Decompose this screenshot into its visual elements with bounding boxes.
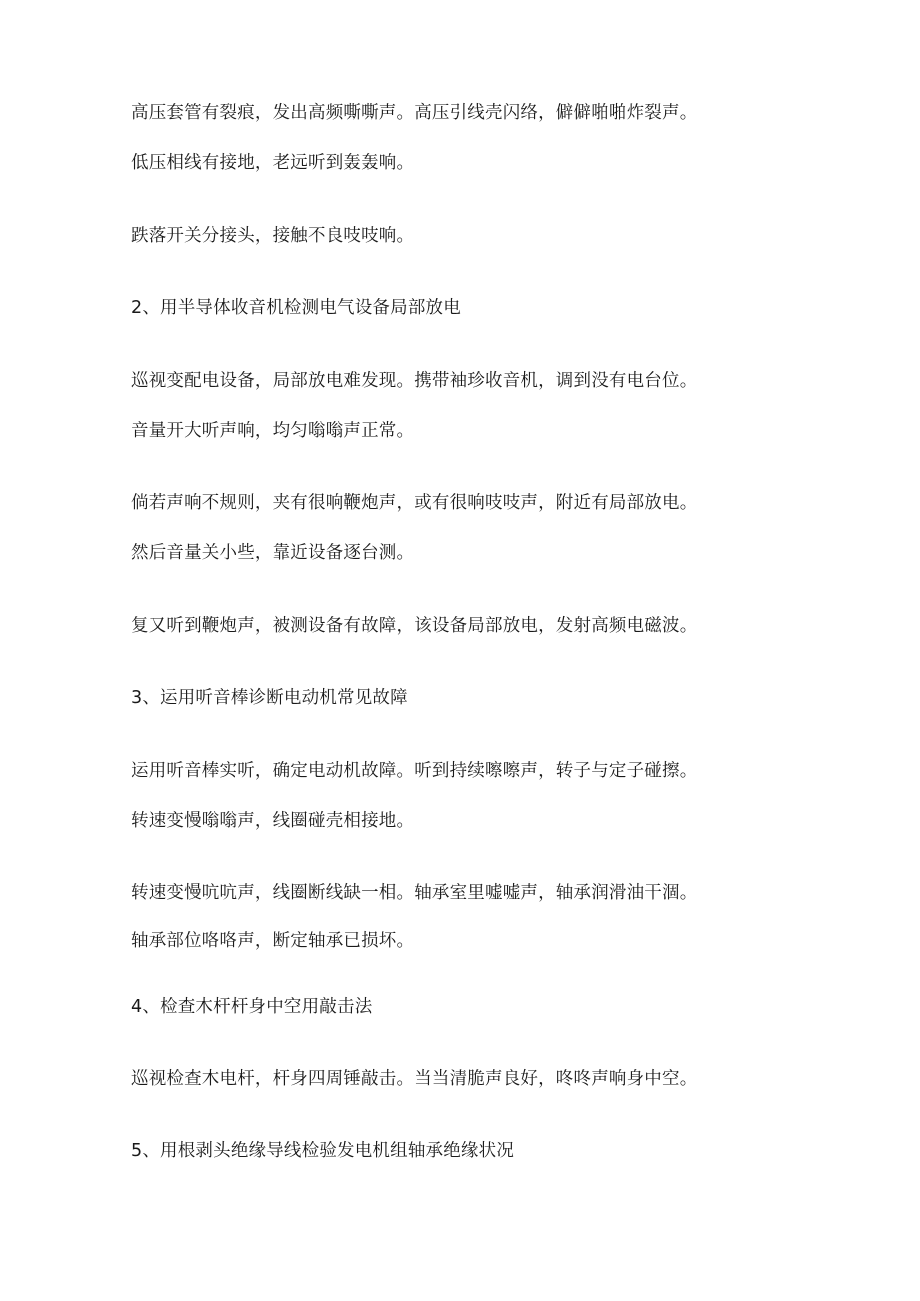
section-heading: 4、检查木杆杆身中空用敲击法 xyxy=(131,997,373,1017)
text-line: 轴承部位咯咯声，断定轴承已损坏。 xyxy=(131,931,415,951)
text-line: 跌落开关分接头，接触不良吱吱响。 xyxy=(131,226,415,246)
text-line: 复又听到鞭炮声，被测设备有故障，该设备局部放电，发射高频电磁波。 xyxy=(131,616,698,636)
text-line: 转速变慢吭吭声，线圈断线缺一相。轴承室里嘘嘘声，轴承润滑油干涸。 xyxy=(131,883,698,903)
text-line: 倘若声响不规则，夹有很响鞭炮声，或有很响吱吱声，附近有局部放电。 xyxy=(131,493,698,513)
text-line: 巡视检查木电杆，杆身四周锤敲击。当当清脆声良好，咚咚声响身中空。 xyxy=(131,1069,698,1089)
text-line: 高压套管有裂痕，发出高频嘶嘶声。高压引线壳闪络，僻僻啪啪炸裂声。 xyxy=(131,103,698,123)
text-line: 音量开大听声响，均匀嗡嗡声正常。 xyxy=(131,421,415,441)
text-line: 转速变慢嗡嗡声，线圈碰壳相接地。 xyxy=(131,811,415,831)
section-heading: 5、用根剥头绝缘导线检验发电机组轴承绝缘状况 xyxy=(131,1141,515,1161)
text-line: 运用听音棒实听，确定电动机故障。听到持续嚓嚓声，转子与定子碰擦。 xyxy=(131,761,698,781)
text-line: 低压相线有接地，老远听到轰轰响。 xyxy=(131,153,415,173)
section-heading: 3、运用听音棒诊断电动机常见故障 xyxy=(131,688,408,708)
section-heading: 2、用半导体收音机检测电气设备局部放电 xyxy=(131,298,461,318)
text-line: 然后音量关小些，靠近设备逐台测。 xyxy=(131,543,415,563)
text-line: 巡视变配电设备，局部放电难发现。携带袖珍收音机，调到没有电台位。 xyxy=(131,371,698,391)
